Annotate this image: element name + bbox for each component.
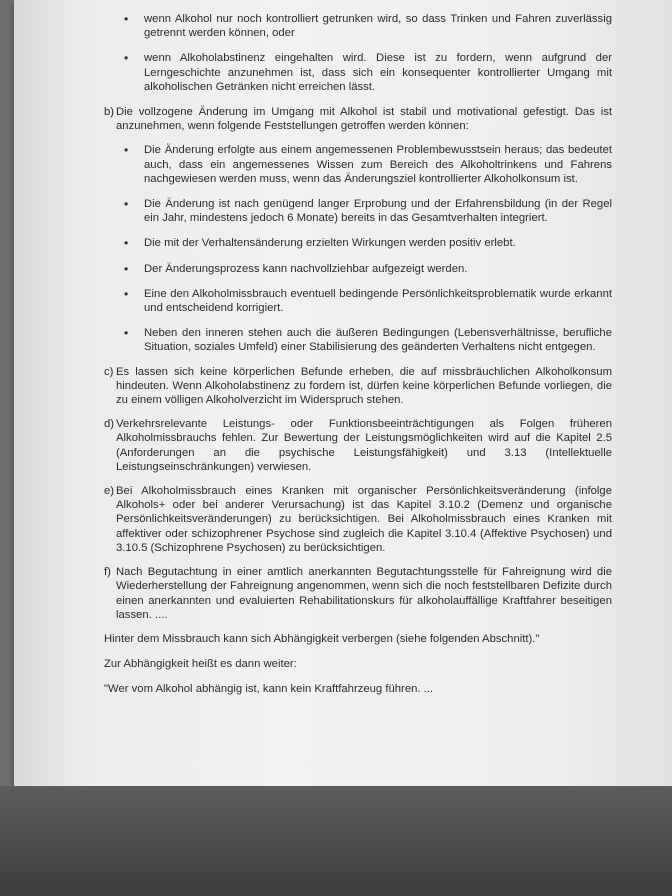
list-item <box>104 326 612 354</box>
section-text: Nach Begutachtung in einer amtlich anerkannten Begutachtungsstelle für Fahreignung wird die Wiederherstellung der Fahreignung angenommen, wenn sich die noch feststellbaren Defizite durch einen anerkannten und evaluierten Rehabilitationskurs für alkoholauffällige Kraftfahrer beseitigen lassen. .... <box>116 566 612 621</box>
list-item-text: Neben den inneren stehen auch die äußeren Bedingungen (Lebensverhältnisse, berufliche Situation, soziales Umfeld) einer Stabilisierung des geänderten Verhaltens nicht entgegen. <box>144 327 612 354</box>
bullet-icon: • <box>124 286 129 301</box>
intro-bullet-list <box>104 12 612 94</box>
section-marker: f) <box>104 566 111 579</box>
bullet-icon: • <box>124 261 129 276</box>
section-marker: d) <box>104 418 115 431</box>
bullet-icon: • <box>124 143 129 158</box>
section-text: Bei Alkoholmissbrauch eines Kranken mit organischer Persönlichkeitsveränderung (infolge Alkohols+ oder bei anderer Verursachung) ist das Kapitel 3.10.2 (Demenz und organische Persönlichkeitsveränderungen) zu berücksichtigen. Bei Alkoholmissbrauch eines Kranken mit affektiver oder schizophrener Psychose sind zugleich die Kapitel 3.10.4 (Affektive Psychosen) und 3.10.5 (Schizophrene Psychosen) zu berücksichtigen. <box>116 485 612 554</box>
section-e <box>104 484 612 555</box>
bullet-icon: • <box>124 12 129 26</box>
document-text <box>104 12 612 708</box>
bullet-icon: • <box>124 326 129 341</box>
list-item-text: Die Änderung erfolgte aus einem angemessenen Problembewusstsein heraus; das bedeutet auch, dass ein angemessenes Wissen zum Bereich des Alkoholtrinkens und Fahrens nachgewiesen werden muss, wenn das Änderungsziel kontrollierter Alkoholkonsum ist. <box>144 144 612 185</box>
section-marker: c) <box>104 365 114 378</box>
list-item-text: Eine den Alkoholmissbrauch eventuell bedingende Persönlichkeitsproblematik wurde erkannt und entscheidend korrigiert. <box>144 287 612 315</box>
bullet-icon: • <box>124 197 129 212</box>
table-surface <box>0 786 672 896</box>
document-page <box>14 0 672 790</box>
list-item-text: Der Änderungsprozess kann nachvollziehbar aufgezeigt werden. <box>144 262 468 275</box>
section-text: Es lassen sich keine körperlichen Befunde erheben, die auf missbräuchlichen Alkoholkonsum hindeuten. Wenn Alkoholabstinenz zu fordern ist, dürfen keine körperlichen Befunde vorliegen, die zu einem völligen Alkoholverzicht im Widerspruch stehen. <box>116 365 612 407</box>
list-item <box>104 287 612 315</box>
list-item <box>104 236 612 250</box>
section-b-bullet-list <box>104 143 612 354</box>
list-item <box>104 51 612 94</box>
list-item <box>104 262 612 276</box>
closing-paragraph: "Wer vom Alkohol abhängig ist, kann kein Kraftfahrzeug führen. ... <box>104 683 434 696</box>
bullet-icon: • <box>124 51 129 66</box>
list-item <box>104 12 612 40</box>
section-text: Die vollzogene Änderung im Umgang mit Alkohol ist stabil und motivational gefestigt. Das ist anzunehmen, wenn folgende Feststellungen getroffen werden können: <box>116 106 612 133</box>
list-item-text: Die Änderung ist nach genügend langer Erprobung und der Erfahrensbildung (in der Regel ein Jahr, mindestens jedoch 6 Monate) bereits in das Gesamtverhalten integriert. <box>144 198 612 225</box>
section-d <box>104 417 612 474</box>
section-f <box>104 565 612 622</box>
list-item-text: wenn Alkohol nur noch kontrolliert getrunken wird, so dass Trinken und Fahren zuverlässig getrennt werden können, oder <box>144 13 612 40</box>
list-item <box>104 197 612 225</box>
list-item <box>104 143 612 186</box>
closing-paragraph: Zur Abhängigkeit heißt es dann weiter: <box>104 658 297 671</box>
section-text: Verkehrsrelevante Leistungs- oder Funktionsbeeinträchtigungen als Folgen früheren Alkoholmissbrauchs fehlen. Zur Bewertung der Leistungsmöglichkeiten wird auf die Kapitel 2.5 (Anforderungen an die psychische Leistungsfähigkeit) und 3.13 (Intellektuelle Leistungseinschränkungen) verwiesen. <box>116 418 612 473</box>
list-item-text: wenn Alkoholabstinenz eingehalten wird. Diese ist zu fordern, wenn aufgrund der Lerngeschichte anzunehmen ist, dass sich ein konsequenter kontrollierter Umgang mit alkoholischen Getränken nicht erreichen lässt. <box>144 52 612 93</box>
list-item-text: Die mit der Verhaltensänderung erzielten Wirkungen werden positiv erlebt. <box>144 237 516 250</box>
bullet-icon: • <box>124 236 129 251</box>
closing-paragraph: Hinter dem Missbrauch kann sich Abhängigkeit verbergen (siehe folgenden Abschnitt)." <box>104 632 540 645</box>
section-marker: e) <box>104 485 115 498</box>
section-marker: b) <box>104 106 115 119</box>
section-c <box>104 365 612 408</box>
section-b <box>104 105 612 355</box>
